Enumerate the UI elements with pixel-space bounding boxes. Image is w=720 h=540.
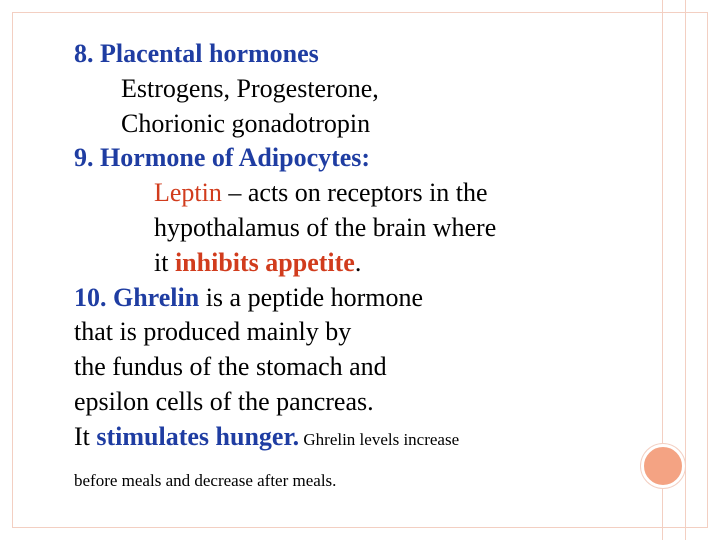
heading-9: 9. Hormone of Adipocytes: — [74, 143, 371, 173]
ghrelin-levels-note: Ghrelin levels increase — [299, 429, 460, 449]
ghrelin-line-3: the fundus of the stomach and — [74, 352, 387, 382]
leptin-line-2: hypothalamus of the brain where — [154, 212, 497, 242]
leptin-line-1 — [74, 176, 654, 211]
placental-line-1: Estrogens, Progesterone, — [121, 73, 379, 103]
heading-10: 10. Ghrelin — [74, 282, 200, 312]
leptin-line-3-start: it — [154, 247, 175, 277]
inhibits-appetite: inhibits appetite — [174, 247, 355, 277]
slide-body — [74, 37, 654, 498]
ghrelin-line-1 — [74, 281, 654, 316]
heading-adipocytes — [74, 141, 654, 176]
ghrelin-line-2: that is produced mainly by — [74, 317, 352, 347]
ghrelin-line-1-rest: is a peptide hormone — [199, 282, 424, 312]
ghrelin-line-4: epsilon cells of the pancreas. — [74, 386, 374, 416]
stim-start: It — [74, 421, 97, 451]
meals-line: before meals and decrease after meals. — [74, 470, 337, 490]
heading-placental-hormones — [74, 37, 654, 72]
heading-8: 8. Placental hormones — [74, 39, 319, 68]
stimulates-hunger: stimulates hunger. — [96, 421, 300, 451]
leptin-line-3 — [74, 246, 654, 281]
leptin-term: Leptin — [154, 178, 222, 208]
leptin-line-3-end: . — [354, 247, 362, 277]
stimulates-hunger-line — [74, 420, 654, 458]
leptin-line-1-rest: – acts on receptors in the — [221, 178, 488, 208]
placental-line-2: Chorionic gonadotropin — [121, 108, 371, 138]
